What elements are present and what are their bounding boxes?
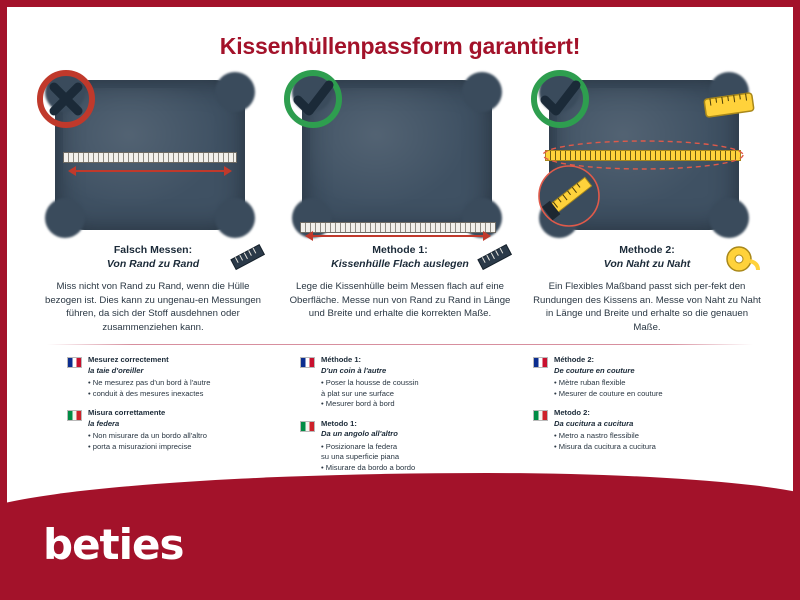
panel-body-3: Ein Flexibles Maßband passt sich per-fekt den Rundungen des Kissens an. Messe von Naht zu Naht in Länge und Breite und erhalte so die genauen Maße.: [533, 281, 761, 333]
page-inner: [7, 7, 793, 593]
panel-method-2: [527, 74, 767, 334]
panel-caption-3: [527, 243, 767, 334]
translation-line: • Non misurare da un bordo all'altro: [88, 431, 207, 440]
translation-line: • porta a misurazioni imprecise: [88, 441, 192, 451]
panel-caption-2: [280, 243, 520, 321]
translation-line: • Metro a nastro flessibile: [554, 431, 639, 440]
panels-row: [7, 60, 793, 334]
translation-line: • conduit à des mesures inexactes: [88, 388, 204, 398]
zoom-detail-bubble: [533, 160, 605, 232]
french-flag-icon: [533, 357, 548, 368]
translation-block-fr: Méthode 1: D'un coin à l'autre • Poser la housse de coussin à plat sur une surface • Mesurer bord à bord: [300, 355, 500, 410]
translation-line: • Mètre ruban flexible: [554, 378, 626, 387]
translations-column-3: [533, 355, 733, 482]
tape-measure-icon: [691, 92, 761, 144]
translation-block-it: Metodo 1: Da un angolo all'altro • Posizionare la federa su una superficie piana • Misurare da bordo a bordo: [300, 419, 500, 474]
panel-body-2: Lege die Kissenhülle beim Messen flach auf eine Oberfläche. Messe nun von Rand zu Rand in Länge und Breite und erhalte die korrekten Maße.: [289, 281, 511, 319]
translation-line: à plat sur une surface: [321, 388, 395, 398]
french-flag-icon: [67, 357, 82, 368]
translations-row: [7, 345, 793, 482]
measuring-tape: [300, 222, 496, 233]
translation-line: • Ne mesurez pas d'un bord à l'autre: [88, 378, 211, 387]
panel-method-1: [280, 74, 520, 334]
panel-caption-1: [33, 243, 273, 334]
translations-column-1: [67, 355, 267, 482]
measuring-tape: [63, 152, 237, 163]
translation-line: • Mesurer bord à bord: [321, 399, 395, 408]
translation-line: • Mesurer de couture en couture: [554, 388, 663, 398]
panel-heading-1: Falsch Messen: Von Rand zu Rand: [106, 244, 200, 270]
panel-wrong-measuring: [33, 74, 273, 334]
check-mark-icon: [529, 68, 591, 130]
x-mark-icon: [35, 68, 97, 130]
pillow-illustration-2: [280, 74, 520, 239]
translation-line: • Posizionare la federa: [321, 441, 398, 451]
translations-column-2: [300, 355, 500, 482]
brand-logo: beties: [43, 520, 184, 569]
translation-line: • Misura da cucitura a cucitura: [554, 441, 656, 451]
translation-line: • Misurare da bordo a bordo: [321, 462, 416, 472]
pillow-illustration-3: [527, 74, 767, 239]
translation-line: • Poser la housse de coussin: [321, 378, 419, 387]
tape-measure-icon: [721, 241, 761, 275]
panel-heading-2: Methode 1: Kissenhülle Flach auslegen: [331, 244, 469, 270]
measure-arrow: [312, 235, 484, 237]
translation-block-fr: Méthode 2: De couture en couture • Mètre ruban flexible • Mesurer de couture en couture: [533, 355, 733, 399]
footer-banner: [7, 473, 793, 593]
panel-heading-3: Methode 2: Von Naht zu Naht: [603, 244, 691, 270]
check-mark-icon: [282, 68, 344, 130]
translation-block-it: Misura correttamente la federa • Non misurare da un bordo all'altro • porta a misurazioni imprecise: [67, 408, 267, 452]
measure-arrow: [75, 170, 225, 172]
italian-flag-icon: [67, 410, 82, 421]
italian-flag-icon: [300, 421, 315, 432]
ruler-icon: [227, 241, 267, 275]
page-title: Kissenhüllenpassform garantiert!: [219, 33, 581, 59]
french-flag-icon: [300, 357, 315, 368]
translation-block-it: Metodo 2: Da cucitura a cucitura • Metro a nastro flessibile • Misura da cucitura a cucitura: [533, 408, 733, 452]
ruler-icon: [474, 241, 514, 275]
panel-body-1: Miss nicht von Rand zu Rand, wenn die Hülle bezogen ist. Dies kann zu ungenau-en Messungen führen, da sich der Stoff ausdehnen oder zusammenziehen kann.: [44, 281, 261, 333]
italian-flag-icon: [533, 410, 548, 421]
pillow-illustration-1: [33, 74, 273, 239]
translation-block-fr: Mesurez correctement la taie d'oreiller • Ne mesurez pas d'un bord à l'autre • conduit à des mesures inexactes: [67, 355, 267, 399]
translation-line: su una superficie piana: [321, 452, 400, 461]
